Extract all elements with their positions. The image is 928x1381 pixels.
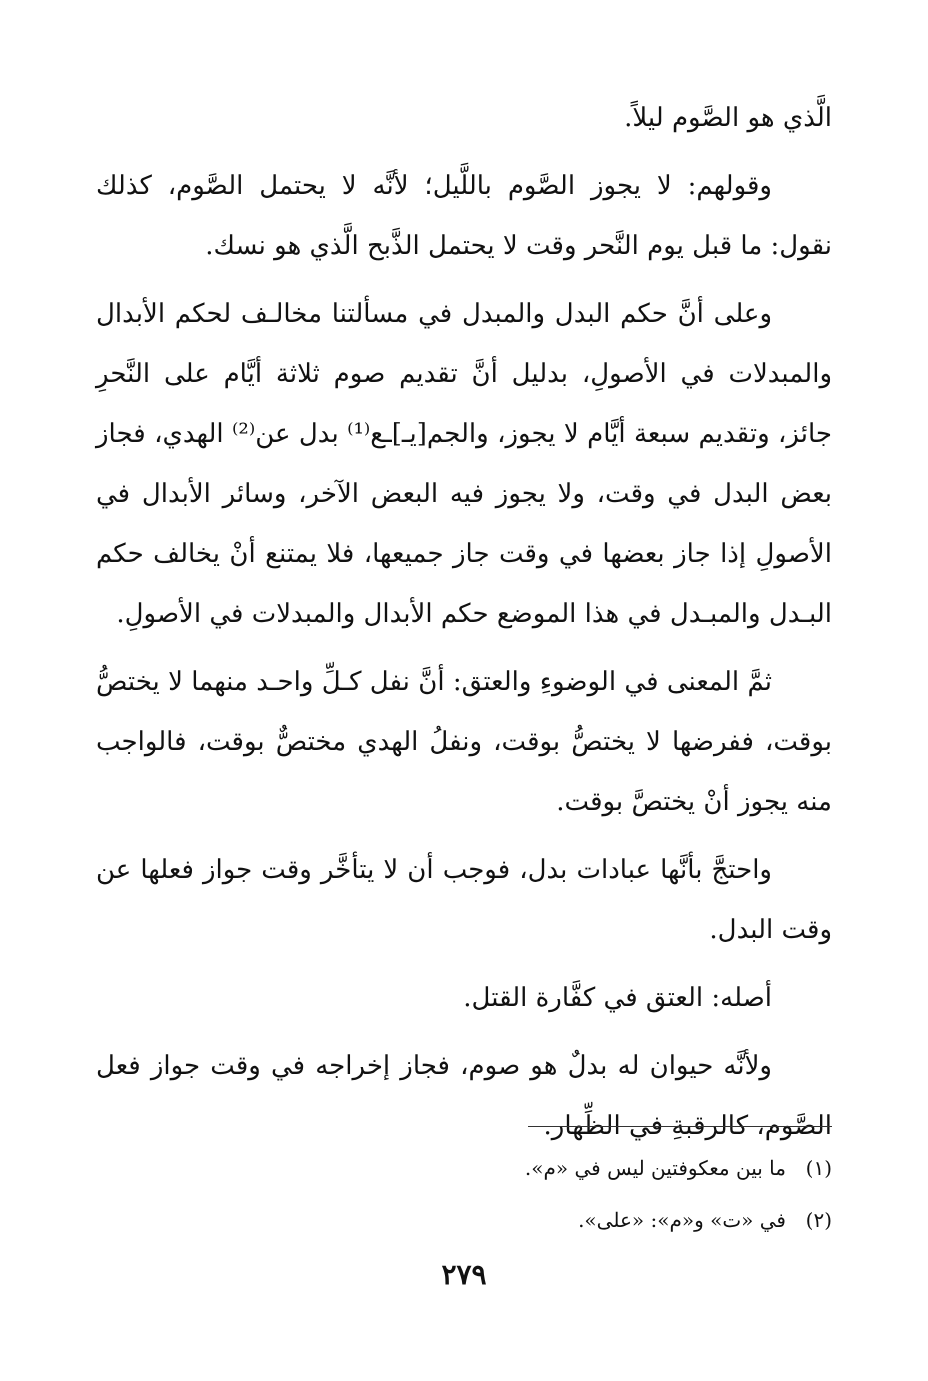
footnote-divider [528,1126,832,1127]
paragraph-5: واحتجَّ بأنَّها عبادات بدل، فوجب أن لا يتأخَّر وقت جواز فعلها عن وقت البدل. [96,855,832,945]
footnote-text: ما بين معكوفتين ليس في «م». [524,1156,786,1180]
paragraph-3: وعلى أنَّ حكم البدل والمبدل في مسألتنا مخالـف لحكم الأبدال والمبدلات في الأصولِ، بدليل أنَّ تقديم صوم ثلاثة أيَّام على النَّحرِ جائز، وتقديم سبعة أيَّام لا يجوز، والجم[يـ]ـع⁽¹⁾ بدل عن⁽²⁾ الهدي، فجاز بعض البدل في وقت، ولا يجوز فيه البعض الآخر، وسائر الأبدال في الأصولِ إذا جاز بعضها في وقت جاز جميعها، فلا يمتنع أنْ يخالف حكم البـدل والمبـدل في هذا الموضع حكم الأبدال والمبدلات في الأصولِ. [96,299,832,629]
page-number: ٢٧٩ [441,1258,487,1291]
footnote-number: (٢) [805,1208,832,1232]
footnote-2 [96,1194,832,1246]
paragraph-2: وقولهم: لا يجوز الصَّوم باللَّيل؛ لأنَّه لا يحتمل الصَّوم، كذلك نقول: ما قبل يوم النَّحر وقت لا يحتمل الذَّبح الَّذي هو نسك. [96,171,832,261]
paragraph-6: أصله: العتق في كفَّارة القتل. [463,983,772,1013]
footnote-number: (١) [805,1156,832,1180]
paragraph-1: الَّذي هو الصَّوم ليلاً. [624,103,832,133]
footnotes [96,1142,832,1246]
footnote-1 [96,1142,832,1194]
paragraph-4: ثمَّ المعنى في الوضوءِ والعتق: أنَّ نفل كـلِّ واحـد منهما لا يختصُّ بوقت، ففرضها لا يختصُّ بوقت، ونفلُ الهدي مختصٌّ بوقت، فالواجب منه يجوز أنْ يختصَّ بوقت. [96,667,832,817]
footnote-text: في «ت» و«م»: «على». [578,1208,786,1232]
main-text [96,88,832,1164]
paragraph-7: ولأنَّه حيوان له بدلٌ هو صوم، فجاز إخراجه في وقت جواز فعل الصَّوم، كالرقبةِ في الظِّهار. [96,1051,832,1141]
